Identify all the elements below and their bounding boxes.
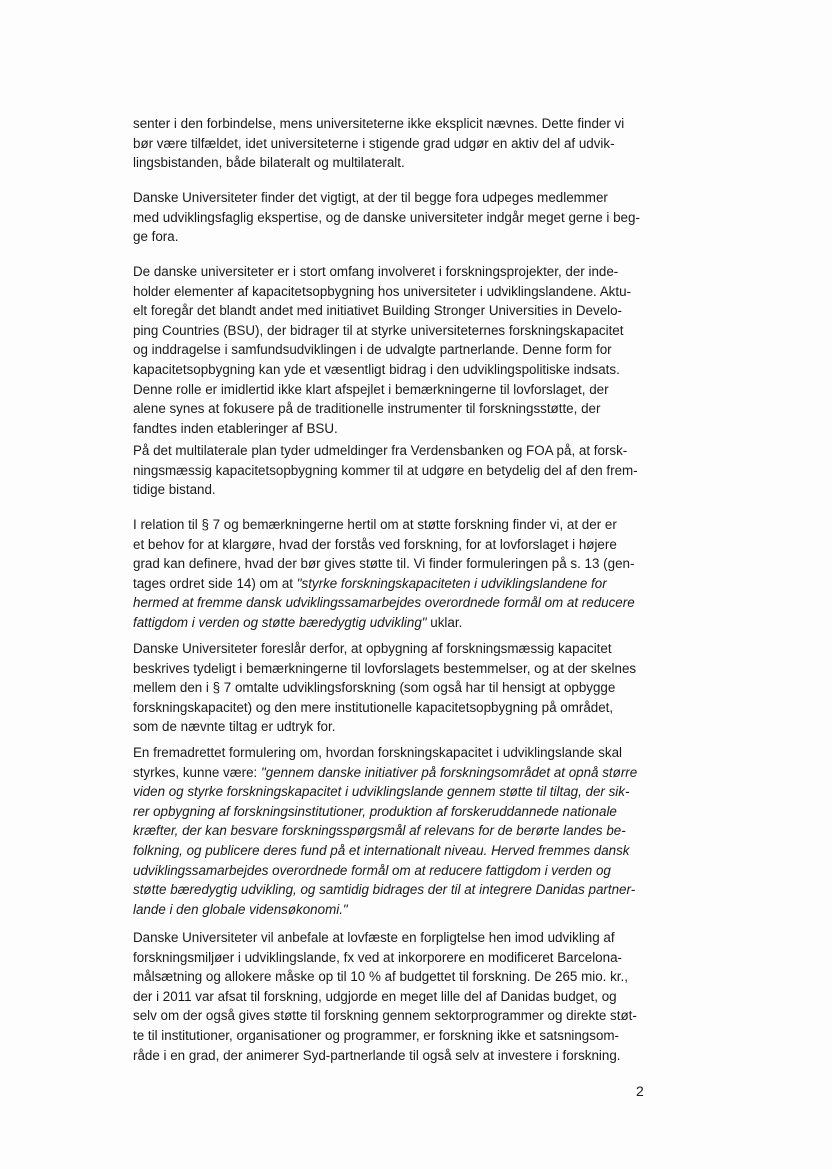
text-line: forskningsmiljøer i udviklingslande, fx ved at inkorporere en modificeret Barcelona-: [133, 949, 622, 965]
text-line: fandtes inden etableringer af BSU.: [133, 420, 338, 436]
text-line: bør være tilfældet, idet universiteterne i stigende grad udgør en aktiv del af udvik-: [133, 135, 615, 151]
text-line: forskningskapacitet) og den mere institutionelle kapacitetsopbygning på området,: [133, 699, 614, 715]
paragraph-bsu-capacity-building: [133, 262, 653, 438]
text-line: [133, 574, 653, 594]
quoted-text: udviklingssamarbejdes overordnede formål om at reducere fattigdom i verden og: [133, 862, 611, 878]
text-line: På det multilaterale plan tyder udmeldinger fra Verdensbanken og FOA på, at forsk-: [133, 443, 628, 458]
text-line: Danske Universiteter vil anbefale at lovfæste en forpligtelse hen imod udvikling af: [133, 930, 615, 945]
quoted-text: kræfter, der kan besvare forskningsspørgsmål af relevans for de berørte landes be-: [133, 823, 626, 839]
text-line: te til institutioner, organisationer og programmer, er forskning ikke et satsningsom-: [133, 1027, 620, 1043]
text-line: Danske Universiteter finder det vigtigt, at der til begge fora udpeges medlemmer: [133, 190, 608, 205]
paragraph-multilateral: [133, 441, 653, 500]
text-line: alene synes at fokusere på de traditionelle instrumenter til forskningsstøtte, der: [133, 401, 601, 417]
text-line: tidige bistand.: [133, 482, 216, 498]
paragraph-recommendation: [133, 928, 653, 1065]
text-line: der i 2011 var afsat til forskning, udgjorde en meget lille del af Danidas budget, og: [133, 988, 617, 1004]
text-line: med udviklingsfaglig ekspertise, og de danske universiteter indgår meget gerne i beg-: [133, 209, 640, 225]
text-line: senter i den forbindelse, mens universiteterne ikke eksplicit nævnes. Dette finder vi: [133, 116, 625, 131]
quoted-text: rer opbygning af forskningsinstitutioner, produktion af forskeruddannede nationale: [133, 803, 617, 819]
text-line: Denne rolle er imidlertid ikke klart afspejlet i bemærkningerne til lovforslaget, der: [133, 381, 609, 397]
text-line: ningsmæssig kapacitetsopbygning kommer til at udgøre en betydelig del af den frem-: [133, 462, 638, 478]
text-line: kapacitetsopbygning kan yde et væsentligt bidrag i den udviklingspolitiske indsats.: [133, 361, 620, 377]
text-line: selv om der også gives støtte til forskning gennem sektorprogrammer og direkte støt-: [133, 1008, 637, 1024]
quoted-text: viden og styrke forskningskapacitet i udviklingslande gennem støtte til tiltag, der sik-: [133, 784, 630, 800]
quoted-text: folkning, og publicere deres fund på et internationalt niveau. Herved fremmes dansk: [133, 842, 630, 858]
text-line: Danske Universiteter foreslår derfor, at opbygning af forskningsmæssig kapacitet: [133, 641, 612, 656]
quoted-text: fattigdom i verden og støtte bæredygtig udvikling": [133, 614, 427, 630]
text-line: som de nævnte tiltag er udtryk for.: [133, 719, 336, 735]
text-plain: styrkes, kunne være:: [133, 764, 262, 780]
text-line: et behov for at klargøre, hvad der forstås ved forskning, for at lovforslaget i højere: [133, 536, 617, 552]
text-line: grad kan definere, hvad der bør gives støtte til. Vi finder formuleringen på s. 13 (gen-: [133, 556, 635, 572]
text-line: ge fora.: [133, 229, 179, 245]
text-line: lingsbistanden, både bilateralt og multilateralt.: [133, 155, 405, 171]
text-line: beskrives tydeligt i bemærkningerne til lovforslagets bestemmelser, og at der skelnes: [133, 660, 637, 676]
text-line: mellem den i § 7 omtalte udviklingsforskning (som også har til hensigt at opbygge: [133, 680, 616, 696]
text-line: [133, 763, 653, 783]
text-plain: uklar.: [426, 614, 463, 630]
text-plain: tages ordret side 14) om at: [133, 575, 297, 591]
quoted-text: hermed at fremme dansk udviklingssamarbejdes overordnede formål om at reducere: [133, 595, 635, 611]
quoted-text: støtte bæredygtig udvikling, og samtidig bidrages der til at integrere Danidas partner-: [133, 882, 636, 898]
text-line: En fremadrettet formulering om, hvordan forskningskapacitet i udviklingslande skal: [133, 745, 623, 760]
page-number: 2: [636, 1083, 644, 1099]
quoted-text: lande i den globale vidensøkonomi.": [133, 901, 348, 917]
text-line: De danske universiteter er i stort omfang involveret i forskningsprojekter, der inde-: [133, 264, 619, 279]
text-line: råde i en grad, der animerer Syd-partnerlande til også selv at investere i forskning.: [133, 1047, 621, 1063]
text-line: målsætning og allokere måske op til 10 % af budgettet til forskning. De 265 mio. kr.,: [133, 969, 628, 985]
paragraph-formulation: [133, 743, 653, 919]
text-line: holder elementer af kapacitetsopbygning hos universiteter i udviklingslandene. Aktu-: [133, 283, 631, 299]
quoted-text: "styrke forskningskapaciteten i udviklingslandene for: [296, 575, 607, 591]
text-line: ping Countries (BSU), der bidrager til at styrke universiteternes forskningskapacitet: [133, 322, 624, 338]
quoted-text: "gennem danske initiativer på forskningsområdet at opnå større: [261, 764, 638, 780]
paragraph-university-role: [133, 114, 653, 173]
text-line: I relation til § 7 og bemærkningerne hertil om at støtte forskning finder vi, at der er: [133, 517, 617, 532]
text-line: elt foregår det blandt andet med initiativet Building Stronger Universities in Develo-: [133, 303, 623, 319]
text-line: [133, 613, 653, 633]
paragraph-fora-members: [133, 188, 653, 247]
paragraph-proposal: [133, 639, 653, 737]
text-line: og inddragelse i samfundsudviklingen i de udvalgte partnerlande. Denne form for: [133, 342, 612, 358]
paragraph-section-7: [133, 515, 653, 633]
